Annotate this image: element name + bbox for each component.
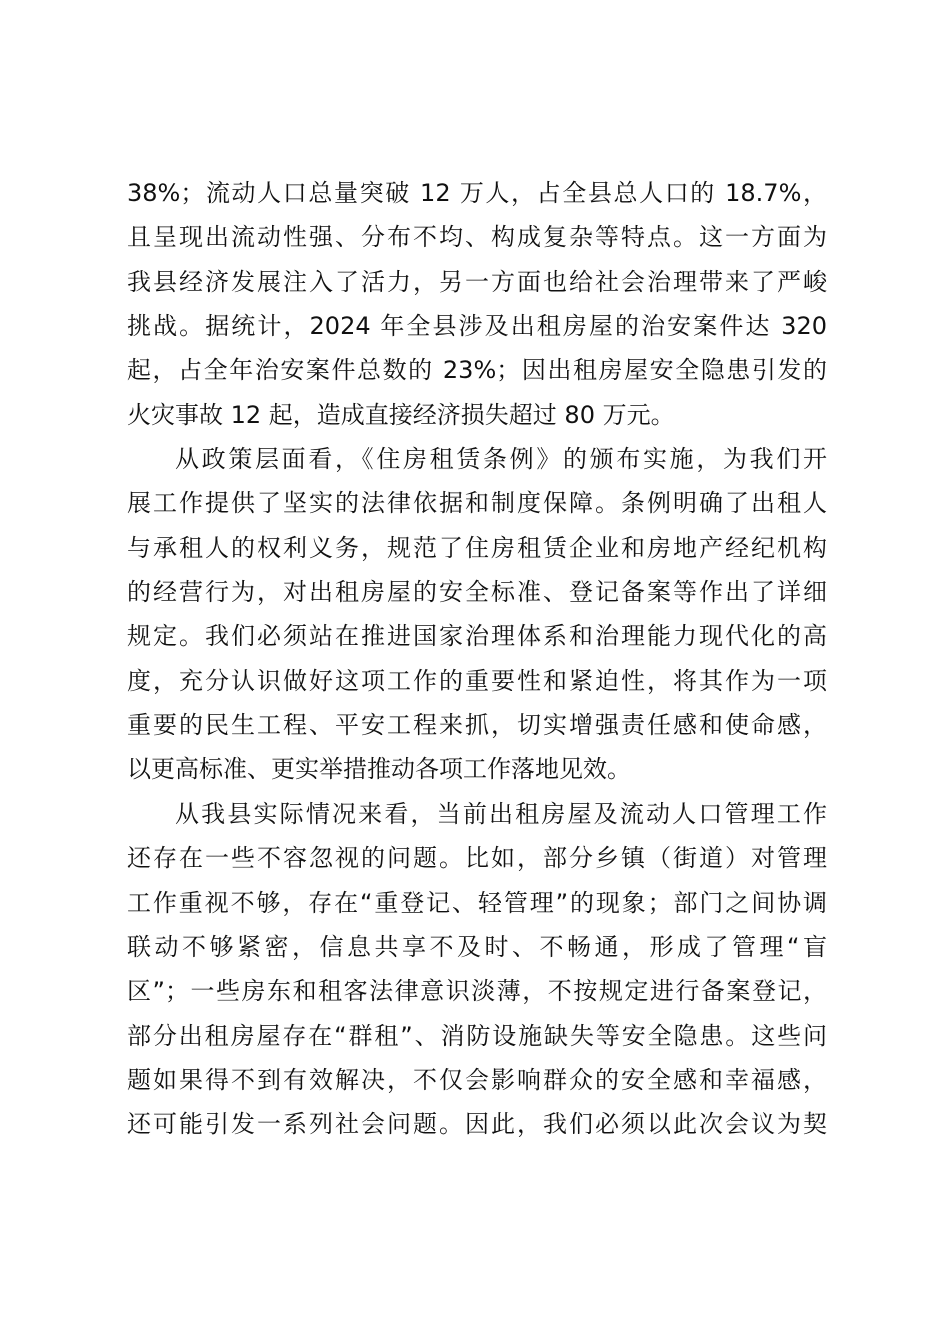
text-line: 部分出租房屋存在“群租”、消防设施缺失等安全隐患。这些问 <box>127 1021 827 1050</box>
text-line: 展工作提供了坚实的法律依据和制度保障。条例明确了出租人 <box>127 489 827 518</box>
body-text <box>127 171 827 1147</box>
text-line: 我县经济发展注入了活力，另一方面也给社会治理带来了严峻 <box>127 267 827 296</box>
text-line: 还可能引发一系列社会问题。因此，我们必须以此次会议为契 <box>127 1110 827 1139</box>
text-line: 从我县实际情况来看，当前出租房屋及流动人口管理工作 <box>175 799 827 828</box>
text-line: 从政策层面看，《住房租赁条例》的颁布实施，为我们开 <box>175 445 827 474</box>
text-line: 的经营行为，对出租房屋的安全标准、登记备案等作出了详细 <box>127 578 827 607</box>
text-line: 还存在一些不容忽视的问题。比如，部分乡镇（街道）对管理 <box>127 844 827 873</box>
text-line: 且呈现出流动性强、分布不均、构成复杂等特点。这一方面为 <box>127 223 827 252</box>
text-line: 工作重视不够，存在“重登记、轻管理”的现象；部门之间协调 <box>127 888 827 917</box>
text-line: 以更高标准、更实举措推动各项工作落地见效。 <box>127 755 631 784</box>
text-line: 起，占全年治安案件总数的 23%；因出租房屋安全隐患引发的 <box>127 356 827 385</box>
text-line: 联动不够紧密，信息共享不及时、不畅通，形成了管理“盲 <box>127 932 827 961</box>
text-line: 与承租人的权利义务，规范了住房租赁企业和房地产经纪机构 <box>127 533 827 562</box>
text-line: 火灾事故 12 起，造成直接经济损失超过 80 万元。 <box>127 400 675 429</box>
text-line: 题如果得不到有效解决，不仅会影响群众的安全感和幸福感， <box>127 1065 827 1094</box>
text-line: 38%；流动人口总量突破 12 万人，占全县总人口的 18.7%， <box>127 179 827 207</box>
text-line: 区”；一些房东和租客法律意识淡薄，不按规定进行备案登记， <box>127 977 827 1006</box>
text-line: 挑战。据统计，2024 年全县涉及出租房屋的治安案件达 320 <box>127 312 827 341</box>
text-line: 规定。我们必须站在推进国家治理体系和治理能力现代化的高 <box>127 622 827 651</box>
text-line: 重要的民生工程、平安工程来抓，切实增强责任感和使命感， <box>127 711 827 740</box>
text-line: 度，充分认识做好这项工作的重要性和紧迫性，将其作为一项 <box>127 666 827 695</box>
